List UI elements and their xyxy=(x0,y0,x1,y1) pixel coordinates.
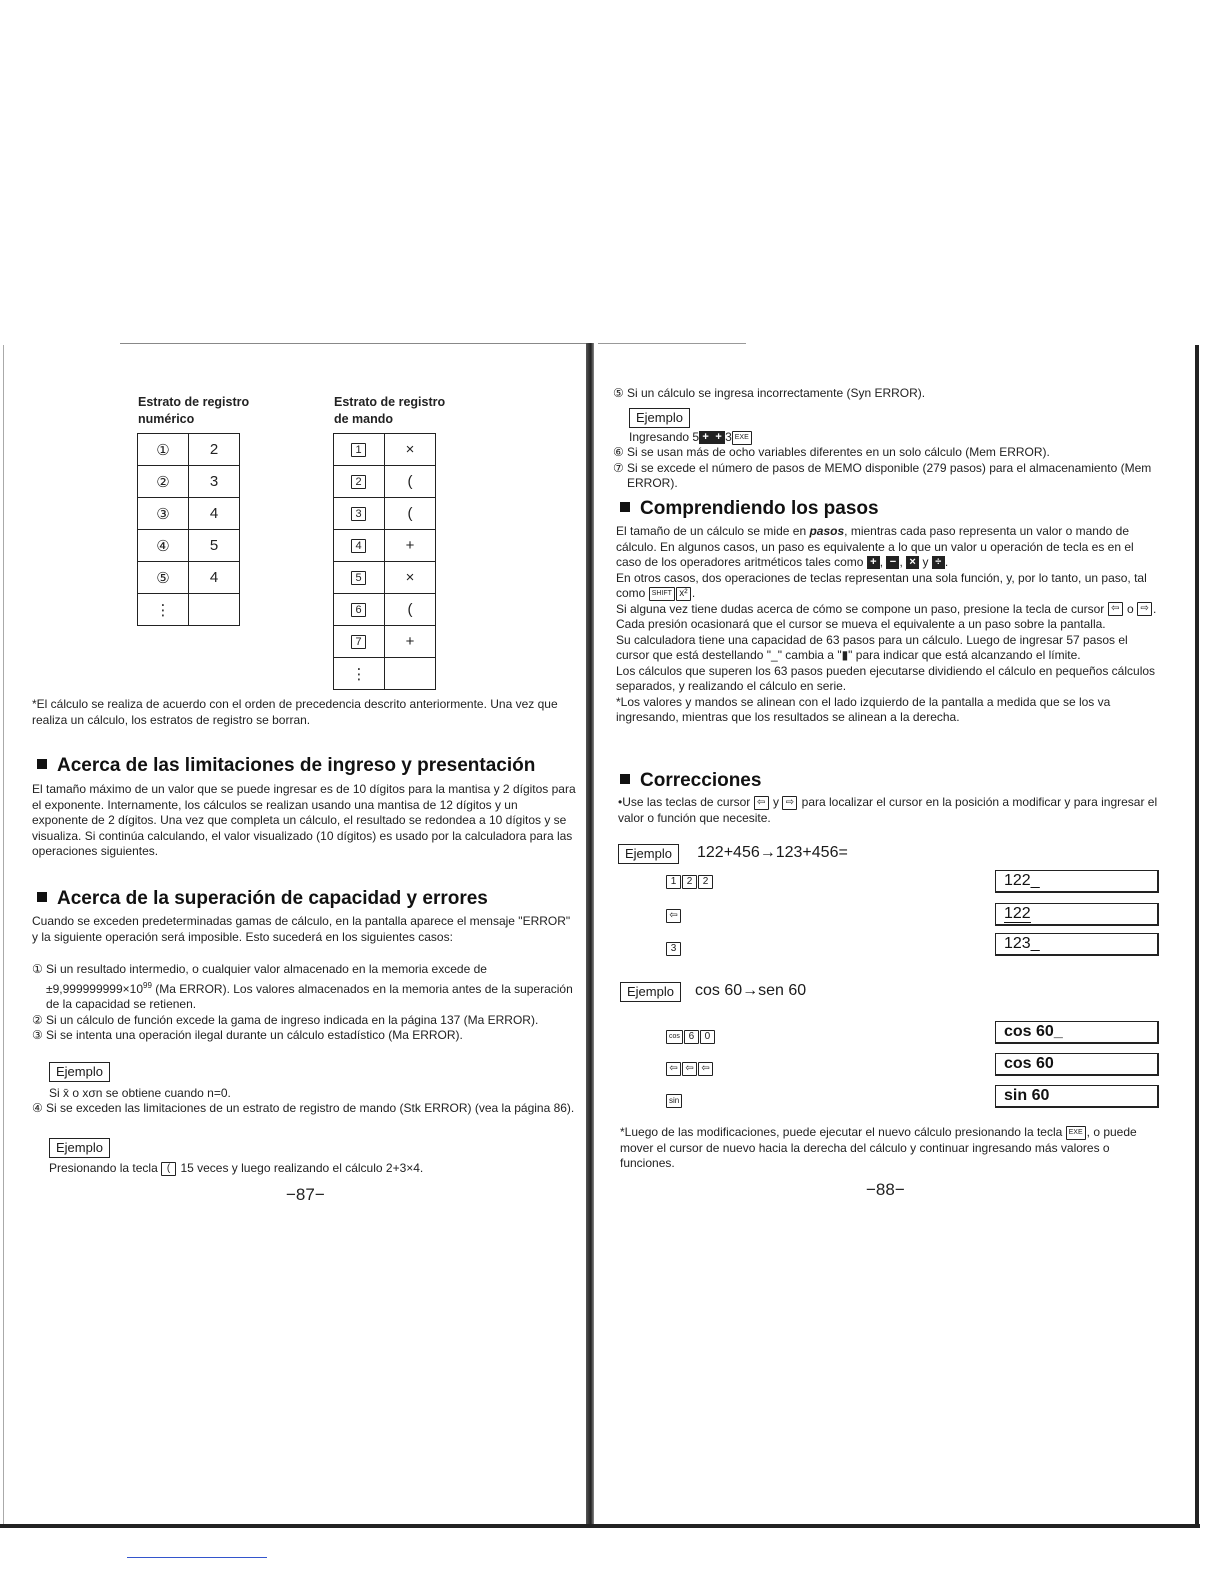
cursor-left-key: ⇦ xyxy=(666,1062,681,1076)
table-cell: 2 xyxy=(189,434,240,466)
steps-p6: *Los valores y mandos se alinean con el lado izquierdo de la pantalla a medida que se los va ingresando, mientras que los resultados se alinean a la derecha. xyxy=(616,694,1111,724)
cursor-left-key: ⇦ xyxy=(666,909,681,923)
heading-bullet xyxy=(37,892,47,902)
corrections-note: *Luego de las modificaciones, puede ejecutar el nuevo cálculo presionando la tecla EXE , o puede mover el cursor de nuevo hacia la derecha del cálculo y continuar ingresando más valores o funciones. xyxy=(620,1125,1137,1170)
numeric-stack-row xyxy=(138,466,240,498)
bottom-rule xyxy=(0,1524,1200,1528)
stack-level-key: 2 xyxy=(351,475,366,489)
page-number-left: −87− xyxy=(286,1185,325,1204)
list-item: ② Si un cálculo de función excede la gama de ingreso indicada en la página 137 (Ma ERROR). xyxy=(32,1012,539,1027)
heading-bullet xyxy=(37,759,47,769)
list-item: ⑥ Si se usan más de ocho variables diferentes en un solo cálculo (Mem ERROR). xyxy=(613,445,1050,459)
ejemplo-2-text: Presionando la tecla ( 15 veces y luego realizando el cálculo 2+3×4. xyxy=(49,1161,424,1175)
x-squared-key: x² xyxy=(676,587,691,601)
precedence-note: *El cálculo se realiza de acuerdo con el orden de precedencia descrito anteriormente. Una vez que realiza un cálculo, los estratos de registro se borran. xyxy=(32,697,558,727)
col1-title: Estrato de registro numérico xyxy=(138,395,250,426)
steps-p3: Si alguna vez tiene dudas acerca de cómo se compone un paso, presione la tecla de cursor ⇦ o ⇨ . Cada presión ocasionará que el cursor se mueva el equivalente a un paso sobre la pantalla. xyxy=(616,601,1157,631)
times-key: × xyxy=(906,556,919,569)
calc-display: cos 60 xyxy=(995,1053,1159,1076)
overflow-intro: Cuando se exceden predeterminadas gamas de cálculo, en la pantalla aparece el mensaje "ERROR" y la siguiente operación será imposible. Esto sucederá en los siguientes casos: xyxy=(32,914,571,944)
left-page-top-rule xyxy=(120,343,590,344)
example-1-expression: 122+456→123+456= xyxy=(697,844,848,861)
example-1-row xyxy=(666,940,682,958)
key-1: 1 xyxy=(666,875,681,889)
list-item: ③ Si se intenta una operación ilegal durante un cálculo estadístico (Ma ERROR). xyxy=(32,1028,463,1042)
table-cell: 3 xyxy=(189,466,240,498)
table-cell xyxy=(385,658,436,690)
input-limits-text: El tamaño máximo de un valor que se puede ingresar es de 10 dígitos para la mantisa y 2 dígitos para el exponente. Internamente, los cálculos se realizan usando una mantisa de 12 dígitos y un exponente de 2 dígitos. Una vez que completa un cálculo, el resultado se redondea a 10 dígitos y se visualiza. Si continúa calculando, el valor visualizado (10 dígitos) es usado por la calculadora para las operaciones siguientes. xyxy=(32,782,576,858)
table-cell xyxy=(334,498,385,530)
example-2-row xyxy=(666,1060,714,1078)
ejemplo-label-4: Ejemplo xyxy=(618,844,679,864)
col2-title: Estrato de registro de mando xyxy=(334,395,446,426)
calc-display: 123_ xyxy=(995,933,1159,956)
command-stack-row xyxy=(334,434,436,466)
table-cell: + xyxy=(385,626,436,658)
table-cell xyxy=(189,594,240,626)
table-cell: × xyxy=(385,434,436,466)
table-cell: × xyxy=(385,562,436,594)
plus-key: + xyxy=(867,556,880,569)
list-item: ① Si un resultado intermedio, o cualquier valor almacenado en la memoria excede de $\pm 9,999999999\times 10^{99}$ (Ma ERROR). Los valores almacenados en la memoria antes de la superación de la capacidad se retienen. xyxy=(32,962,573,1011)
ejemplo-label-3: Ejemplo xyxy=(629,408,690,428)
cos-key: cos xyxy=(666,1030,683,1044)
numeric-stack-row xyxy=(138,562,240,594)
error-list xyxy=(32,962,577,1044)
table-cell: 4 xyxy=(189,562,240,594)
key-2: 2 xyxy=(698,875,713,889)
minus-key: − xyxy=(886,556,899,569)
stack-level-key: 3 xyxy=(351,507,366,521)
table-cell: 5 xyxy=(189,530,240,562)
example-1-row xyxy=(666,873,714,891)
ejemplo-label-1: Ejemplo xyxy=(49,1062,110,1082)
command-stack-row xyxy=(334,658,436,690)
heading-input-limits: Acerca de las limitaciones de ingreso y presentación xyxy=(37,755,535,777)
table-cell: ① xyxy=(138,434,189,466)
table-cell: 4 xyxy=(189,498,240,530)
cursor-right-key: ⇨ xyxy=(1137,602,1152,616)
plus-key: + xyxy=(712,431,725,444)
calc-display: 122_ xyxy=(995,870,1159,893)
book-spine xyxy=(586,343,594,1528)
stack-level-key: 4 xyxy=(351,539,366,553)
steps-p1: El tamaño de un cálculo se mide en pasos, mientras cada paso representa un valor o mando de cálculo. En algunos casos, un paso es equivalente a lo que un valor u operación de tecla es en el caso de los operadores aritméticos tales como + , − , × y ÷ . xyxy=(616,524,1134,569)
steps-text xyxy=(616,524,1161,726)
open-paren-key: ( xyxy=(161,1162,176,1176)
table-cell: ⋮ xyxy=(138,594,189,626)
right-edge xyxy=(1195,345,1199,1525)
heading-bullet xyxy=(620,502,630,512)
table-cell xyxy=(334,466,385,498)
page-number-right: −88− xyxy=(866,1180,905,1199)
table-cell: ⋮ xyxy=(334,658,385,690)
table-cell xyxy=(334,626,385,658)
ejemplo-label-5: Ejemplo xyxy=(620,982,681,1002)
numeric-stack-row xyxy=(138,594,240,626)
table-cell: ④ xyxy=(138,530,189,562)
table-cell xyxy=(334,562,385,594)
numeric-stack-row xyxy=(138,498,240,530)
table-cell: ( xyxy=(385,466,436,498)
error-list-right xyxy=(613,445,1158,492)
table-cell xyxy=(334,594,385,626)
heading-overflow-errors: Acerca de la superación de capacidad y errores xyxy=(37,888,488,910)
heading-corrections: Correcciones xyxy=(620,770,761,792)
left-edge xyxy=(3,345,4,1525)
calc-display: sin 60 xyxy=(995,1085,1159,1108)
table-cell xyxy=(334,434,385,466)
calc-display: 122 xyxy=(995,903,1159,926)
heading-steps: Comprendiendo los pasos xyxy=(620,498,879,520)
example-2-expression: cos 60→sen 60 xyxy=(695,982,807,999)
key-6: 6 xyxy=(684,1030,699,1044)
command-stack-row xyxy=(334,530,436,562)
ingresando-line: Ingresando 5 + + 3 EXE xyxy=(629,430,753,446)
cursor-left-key: ⇦ xyxy=(754,796,769,810)
command-stack-row xyxy=(334,562,436,594)
table-cell: + xyxy=(385,530,436,562)
numeric-stack-table xyxy=(137,433,240,626)
command-stack-row xyxy=(334,626,436,658)
stack-level-key: 5 xyxy=(351,571,366,585)
steps-p2: En otros casos, dos operaciones de teclas representan una sola función, y, por lo tanto, un paso, tal como SHIFT x² . xyxy=(616,570,1147,600)
table-cell: ( xyxy=(385,594,436,626)
numeric-stack-row xyxy=(138,434,240,466)
table-cell: ⑤ xyxy=(138,562,189,594)
cursor-right-key: ⇨ xyxy=(782,796,797,810)
table-cell: ② xyxy=(138,466,189,498)
steps-p5: Los cálculos que superen los 63 pasos pueden ejecutarse dividiendo el cálculo en pequeños cálculos separados, y realizando el cálculo en serie. xyxy=(616,663,1156,693)
key-0: 0 xyxy=(700,1030,715,1044)
calc-display: cos 60_ xyxy=(995,1021,1159,1044)
steps-p4: Su calculadora tiene una capacidad de 63 pasos para un cálculo. Luego de ingresar 57 pasos el cursor que está destellando "_" cambia a "▮" para indicar que está alcanzando el límite. xyxy=(616,632,1128,662)
numeric-stack-row xyxy=(138,530,240,562)
plus-key: + xyxy=(699,431,712,444)
key-2: 2 xyxy=(682,875,697,889)
right-page-top-rule xyxy=(598,343,746,344)
shift-key: SHIFT xyxy=(649,587,675,601)
table-cell: ③ xyxy=(138,498,189,530)
example-2-row xyxy=(666,1028,716,1046)
stack-level-key: 6 xyxy=(351,603,366,617)
cursor-left-key: ⇦ xyxy=(682,1062,697,1076)
command-stack-table xyxy=(333,433,436,690)
heading-bullet xyxy=(620,774,630,784)
list-item: ⑦ Si se excede el número de pasos de MEMO disponible (279 pasos) para el almacenamiento (Mem ERROR). xyxy=(613,460,1152,490)
key-3: 3 xyxy=(666,942,681,956)
stack-level-key: 7 xyxy=(351,635,366,649)
table-cell xyxy=(334,530,385,562)
command-stack-row xyxy=(334,466,436,498)
list-item: ⑤ Si un cálculo se ingresa incorrectamente (Syn ERROR). xyxy=(613,386,926,400)
cursor-left-key: ⇦ xyxy=(698,1062,713,1076)
exe-key: EXE xyxy=(1066,1126,1086,1140)
table-cell: ( xyxy=(385,498,436,530)
divide-key: ÷ xyxy=(932,556,945,569)
cursor-left-key: ⇦ xyxy=(1108,602,1123,616)
list-item: ④ Si se exceden las limitaciones de un estrato de registro de mando (Stk ERROR) (vea la página 86). xyxy=(32,1101,575,1115)
ejemplo-1-text: Si x̄ o xσn se obtiene cuando n=0. xyxy=(49,1086,231,1100)
stack-level-key: 1 xyxy=(351,443,366,457)
command-stack-row xyxy=(334,594,436,626)
exe-key: EXE xyxy=(732,431,752,445)
example-1-row xyxy=(666,907,682,925)
example-2-row xyxy=(666,1092,683,1110)
sin-key: sin xyxy=(666,1094,682,1108)
corrections-text: •Use las teclas de cursor ⇦ y ⇨ para localizar el cursor en la posición a modificar y para ingresar el valor o función que necesite. xyxy=(618,795,1158,825)
command-stack-row xyxy=(334,498,436,530)
link-underline xyxy=(127,1557,267,1558)
ejemplo-label-2: Ejemplo xyxy=(49,1138,110,1158)
